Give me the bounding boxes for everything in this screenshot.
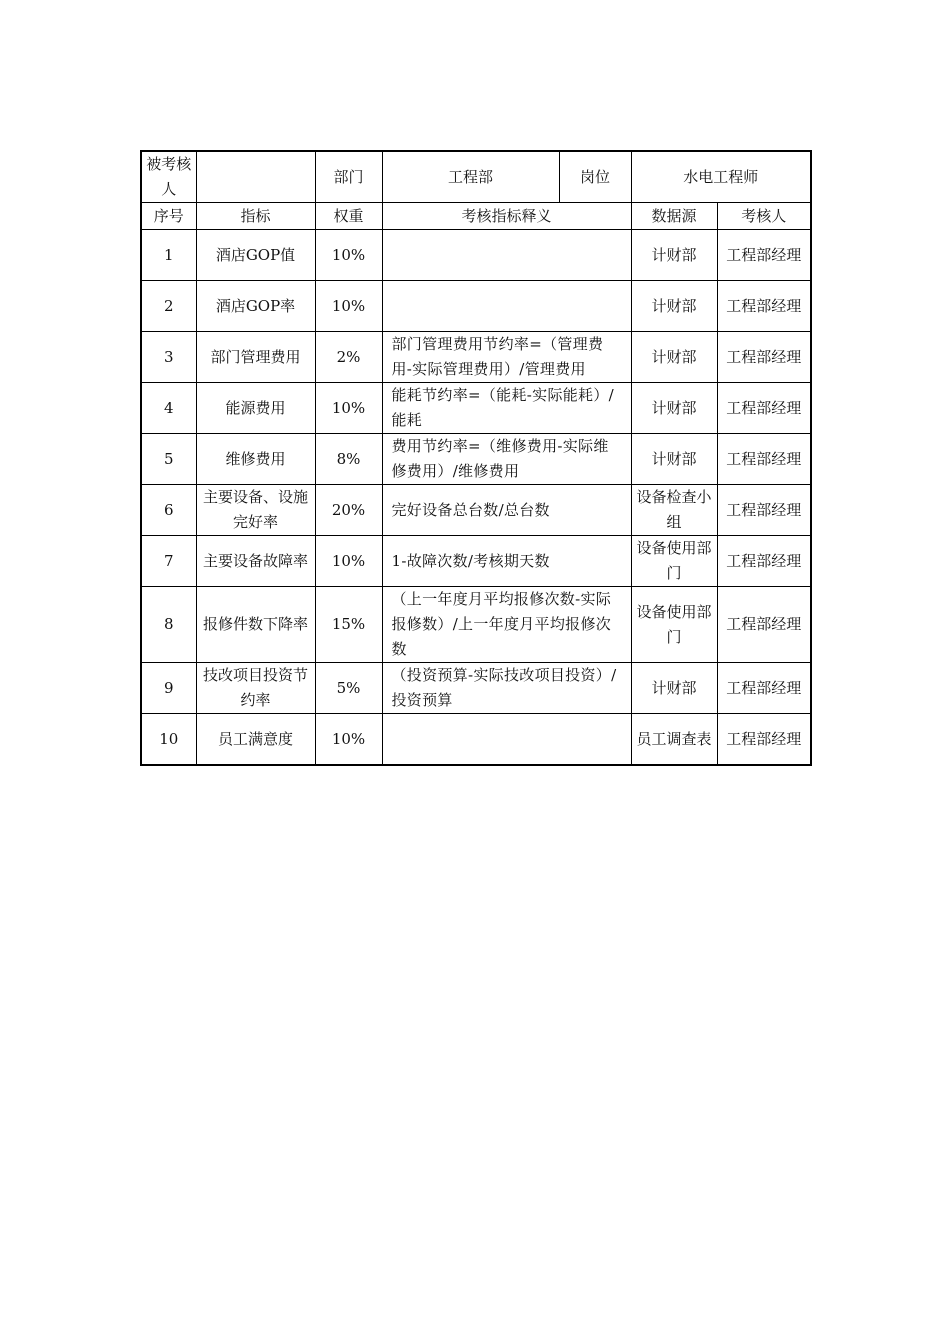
row-definition: 完好设备总台数/总台数 [382,485,631,536]
table-row [141,587,811,663]
table-row [141,383,811,434]
row-no: 4 [141,383,196,434]
row-assessor: 工程部经理 [717,714,811,766]
dept-value: 工程部 [382,151,559,203]
row-weight: 15% [315,587,382,663]
table-row [141,230,811,281]
row-weight: 8% [315,434,382,485]
row-definition [382,281,631,332]
row-weight: 10% [315,714,382,766]
row-indicator: 主要设备故障率 [196,536,315,587]
row-assessor: 工程部经理 [717,485,811,536]
row-no: 10 [141,714,196,766]
row-source: 计财部 [631,281,717,332]
table-row [141,536,811,587]
row-weight: 20% [315,485,382,536]
row-indicator: 酒店GOP率 [196,281,315,332]
row-no: 3 [141,332,196,383]
col-header-weight: 权重 [315,203,382,230]
row-indicator: 酒店GOP值 [196,230,315,281]
row-source: 计财部 [631,332,717,383]
col-header-assessor: 考核人 [717,203,811,230]
row-weight: 5% [315,663,382,714]
table-row [141,714,811,766]
row-source: 计财部 [631,434,717,485]
row-no: 5 [141,434,196,485]
row-assessor: 工程部经理 [717,332,811,383]
row-no: 1 [141,230,196,281]
row-definition: 能耗节约率=（能耗-实际能耗）/能耗 [382,383,631,434]
row-source: 计财部 [631,230,717,281]
post-value: 水电工程师 [631,151,811,203]
row-indicator: 主要设备、设施完好率 [196,485,315,536]
row-assessor: 工程部经理 [717,281,811,332]
row-indicator: 技改项目投资节约率 [196,663,315,714]
kpi-sheet [140,150,810,766]
row-indicator: 部门管理费用 [196,332,315,383]
kpi-table [140,150,812,766]
row-weight: 10% [315,536,382,587]
row-definition: 部门管理费用节约率=（管理费用-实际管理费用）/管理费用 [382,332,631,383]
row-no: 9 [141,663,196,714]
table-row [141,485,811,536]
row-assessor: 工程部经理 [717,536,811,587]
row-indicator: 员工满意度 [196,714,315,766]
col-header-source: 数据源 [631,203,717,230]
row-indicator: 报修件数下降率 [196,587,315,663]
row-definition: （投资预算-实际技改项目投资）/投资预算 [382,663,631,714]
row-assessor: 工程部经理 [717,587,811,663]
assessee-value-cell[interactable] [196,151,315,203]
post-label: 岗位 [559,151,631,203]
row-definition [382,714,631,766]
row-source: 设备使用部门 [631,536,717,587]
col-header-no: 序号 [141,203,196,230]
row-definition: 1-故障次数/考核期天数 [382,536,631,587]
row-definition: （上一年度月平均报修次数-实际报修数）/上一年度月平均报修次数 [382,587,631,663]
row-no: 6 [141,485,196,536]
row-assessor: 工程部经理 [717,383,811,434]
row-no: 7 [141,536,196,587]
row-definition [382,230,631,281]
row-source: 设备检查小组 [631,485,717,536]
column-header-row [141,203,811,230]
row-indicator: 能源费用 [196,383,315,434]
header-info-row [141,151,811,203]
row-assessor: 工程部经理 [717,230,811,281]
assessee-label: 被考核人 [141,151,196,203]
table-row [141,434,811,485]
row-assessor: 工程部经理 [717,663,811,714]
col-header-definition: 考核指标释义 [382,203,631,230]
row-weight: 10% [315,230,382,281]
table-row [141,281,811,332]
col-header-indicator: 指标 [196,203,315,230]
table-row [141,663,811,714]
dept-label: 部门 [315,151,382,203]
row-source: 设备使用部门 [631,587,717,663]
row-weight: 10% [315,281,382,332]
row-weight: 2% [315,332,382,383]
row-indicator: 维修费用 [196,434,315,485]
row-source: 计财部 [631,663,717,714]
row-source: 计财部 [631,383,717,434]
row-definition: 费用节约率=（维修费用-实际维修费用）/维修费用 [382,434,631,485]
row-assessor: 工程部经理 [717,434,811,485]
row-no: 2 [141,281,196,332]
row-no: 8 [141,587,196,663]
row-source: 员工调查表 [631,714,717,766]
row-weight: 10% [315,383,382,434]
table-row [141,332,811,383]
